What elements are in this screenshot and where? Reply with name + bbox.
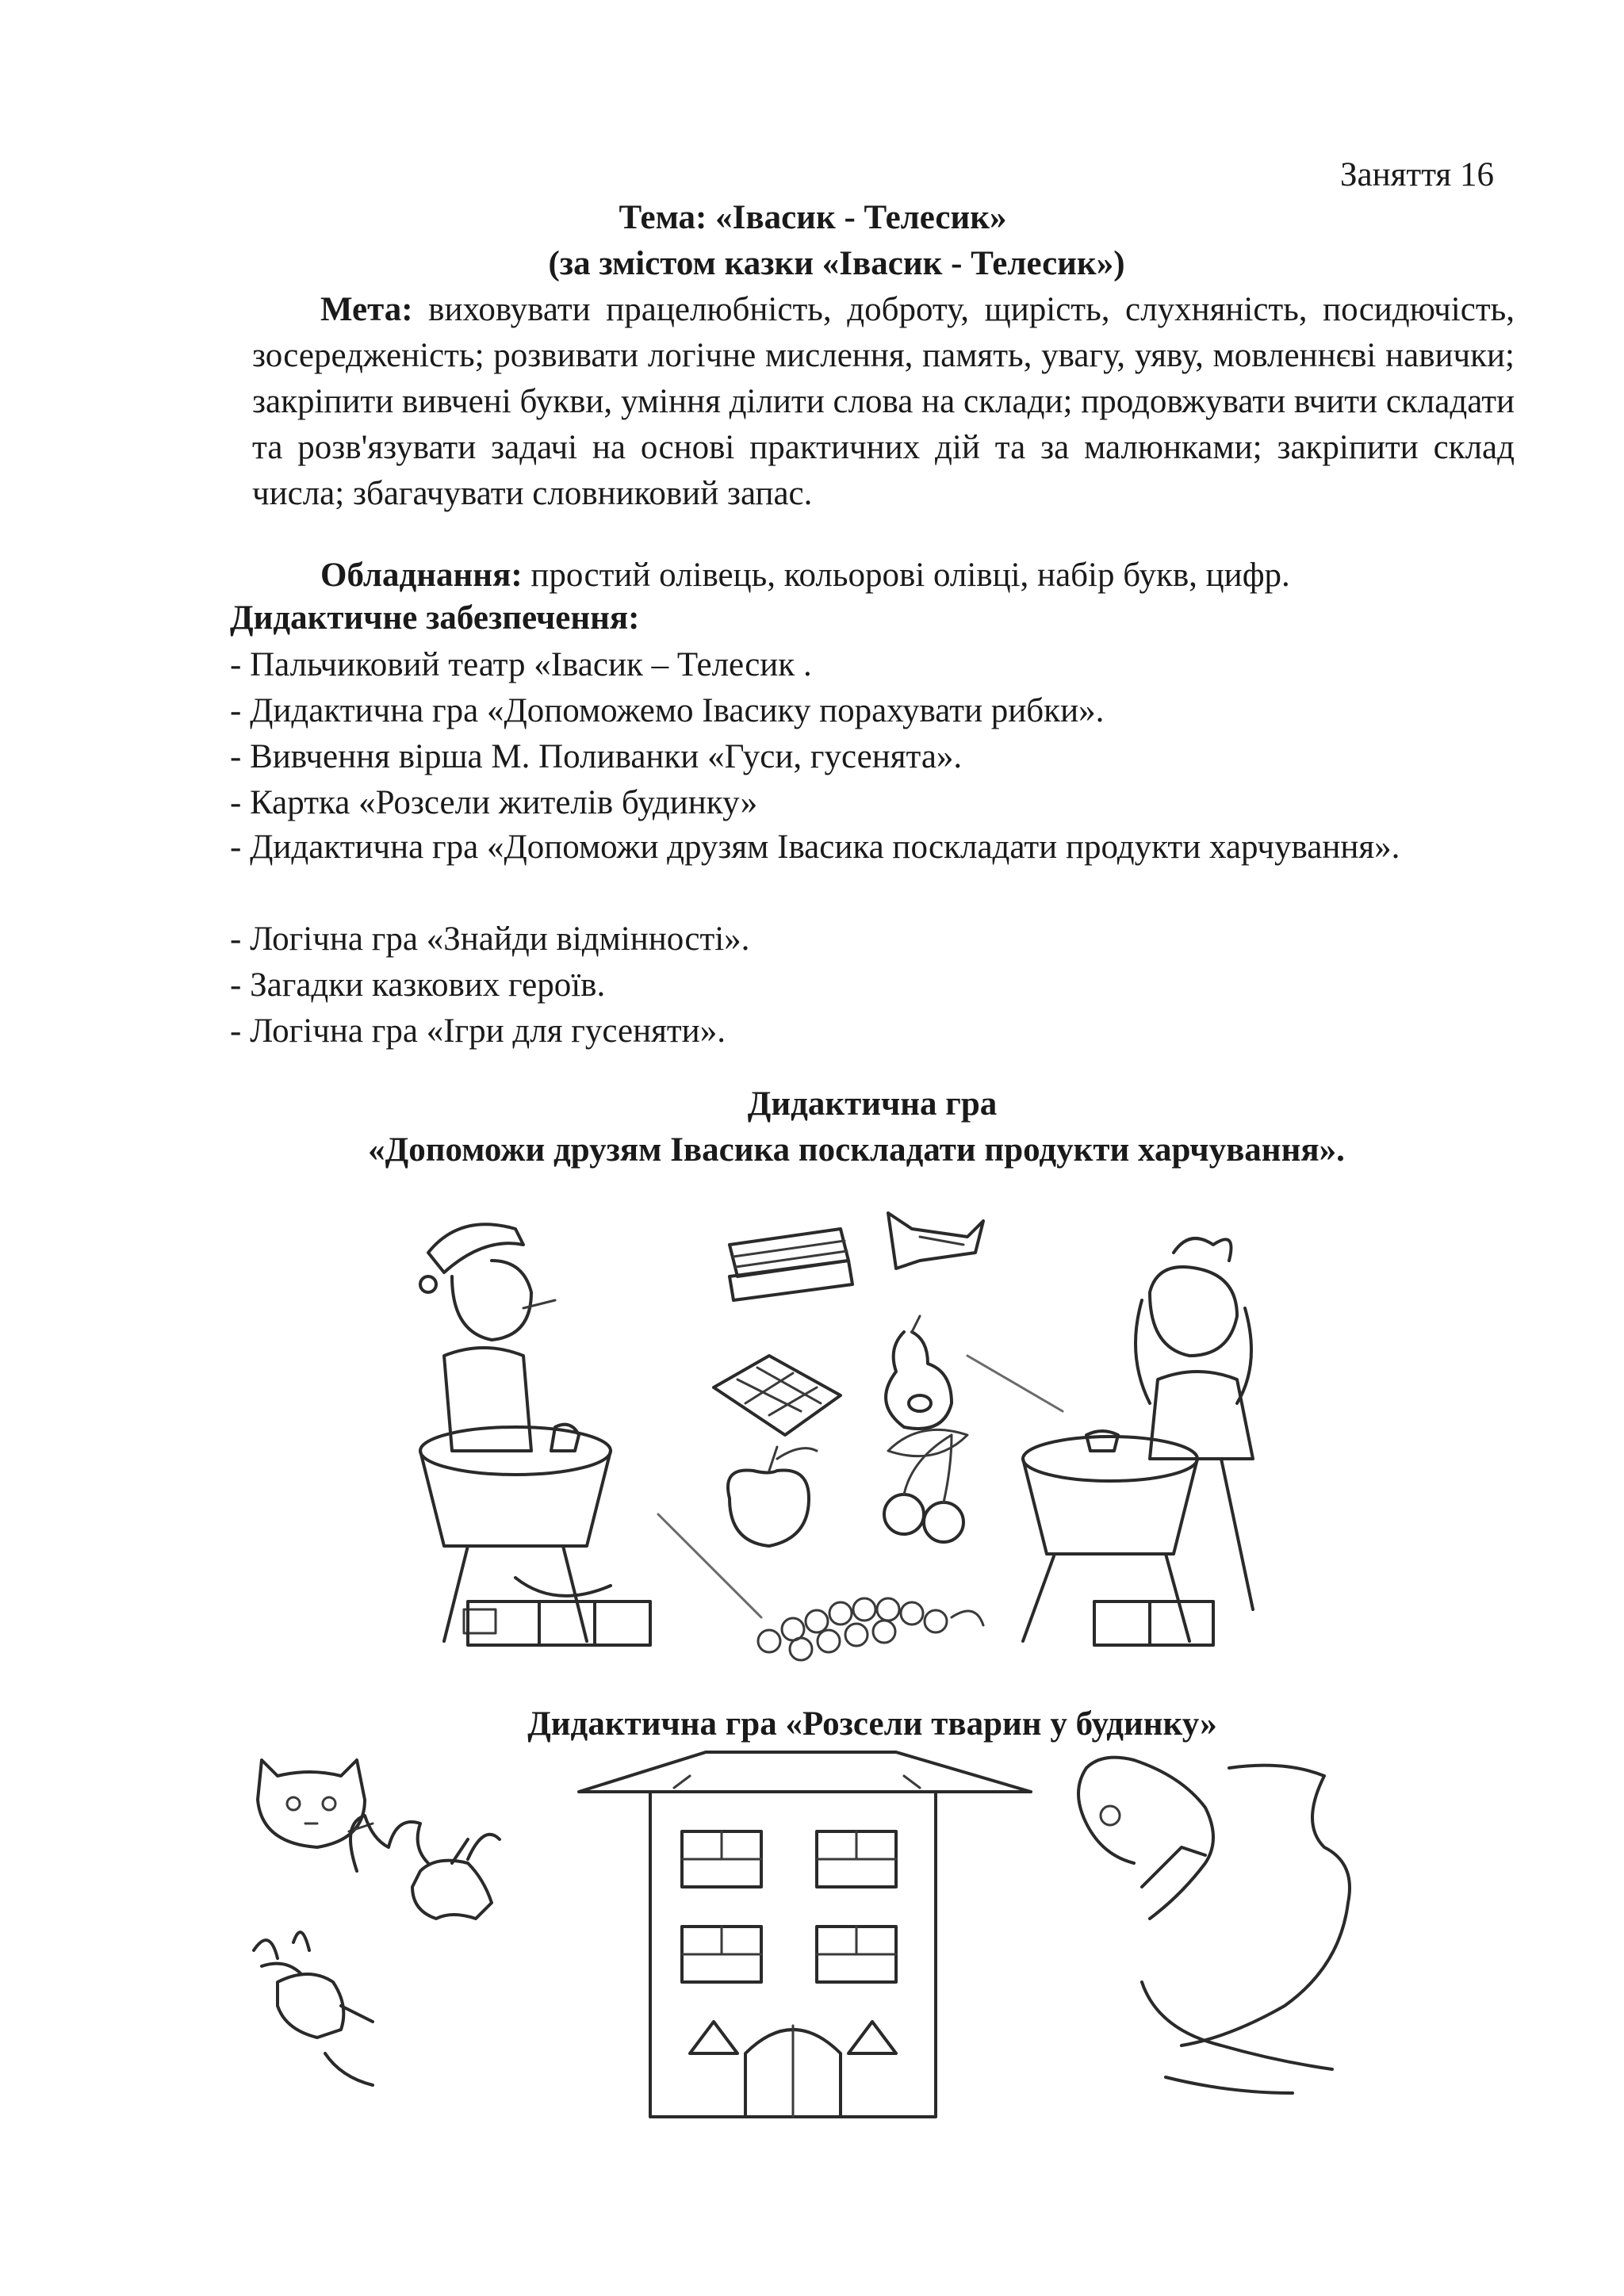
game2-title: Дидактична гра «Розсели тварин у будинку» xyxy=(527,1705,1217,1743)
grapes xyxy=(758,1598,983,1660)
goal-text: виховувати працелюбність, доброту, щирість, слухняність, посидючість, зосередженість; розвивати логічне мислення, память, увагу, уяву, мовленнєві навички; закріпити вивчені букви, уміння ділити слова на склади; продовжувати вчити складати та розв'язувати задачі на основі практичних дій та за малюнками; закріпити склад числа; збагачувати словниковий запас. xyxy=(252,291,1515,512)
list-item: - Пальчиковий театр «Івасик – Телесик . xyxy=(230,646,812,683)
game1-title: «Допоможи друзям Івасика поскладати продукти харчування». xyxy=(368,1131,1345,1169)
animals-house-illustration xyxy=(230,1744,1404,2125)
list-item: - Картка «Розсели жителів будинку» xyxy=(230,784,758,821)
pear xyxy=(886,1316,952,1429)
cat xyxy=(258,1760,373,1847)
list-item: - Логічна гра «Ігри для гусеняти». xyxy=(230,1012,726,1050)
moose xyxy=(350,1816,500,1919)
goal-paragraph xyxy=(252,287,1515,517)
list-item: - Загадки казкових героїв. xyxy=(230,966,606,1004)
list-item: - Вивчення вірша М. Поливанки «Гуси, гусенята». xyxy=(230,738,963,775)
topic-title: Тема: «Івасик - Телесик» xyxy=(619,199,1007,236)
deer xyxy=(254,1932,373,2085)
boy-at-table xyxy=(420,1224,611,1641)
list-item: - Дидактична гра «Допоможи друзям Івасика поскладати продукти харчування». xyxy=(230,828,1400,866)
equipment-text: простий олівець, кольорові олівці, набір букв, цифр. xyxy=(522,557,1290,594)
equipment-label: Обладнання: xyxy=(320,557,523,594)
equipment-paragraph xyxy=(320,553,1510,599)
candy xyxy=(888,1213,983,1269)
topic-subtitle: (за змістом казки «Івасик - Телесик») xyxy=(548,245,1125,282)
chocolate-tile xyxy=(714,1356,841,1435)
goal-label: Мета: xyxy=(320,291,413,328)
game1-heading: Дидактична гра xyxy=(747,1085,998,1123)
chocolate-bar xyxy=(730,1229,852,1300)
swan xyxy=(1078,1758,1350,2093)
didactic-heading: Дидактичне забезпечення: xyxy=(230,599,640,637)
list-item: - Дидактична гра «Допоможемо Івасику порахувати рибки». xyxy=(230,692,1105,729)
house xyxy=(579,1752,1031,2117)
cherries xyxy=(884,1429,967,1542)
answer-boxes-right xyxy=(1094,1601,1213,1645)
girl-at-table xyxy=(1023,1238,1253,1641)
apple xyxy=(728,1447,817,1546)
lesson-number: Заняття 16 xyxy=(1340,156,1494,193)
food-game-illustration xyxy=(396,1197,1285,1673)
list-item: - Логічна гра «Знайди відмінності». xyxy=(230,920,750,958)
